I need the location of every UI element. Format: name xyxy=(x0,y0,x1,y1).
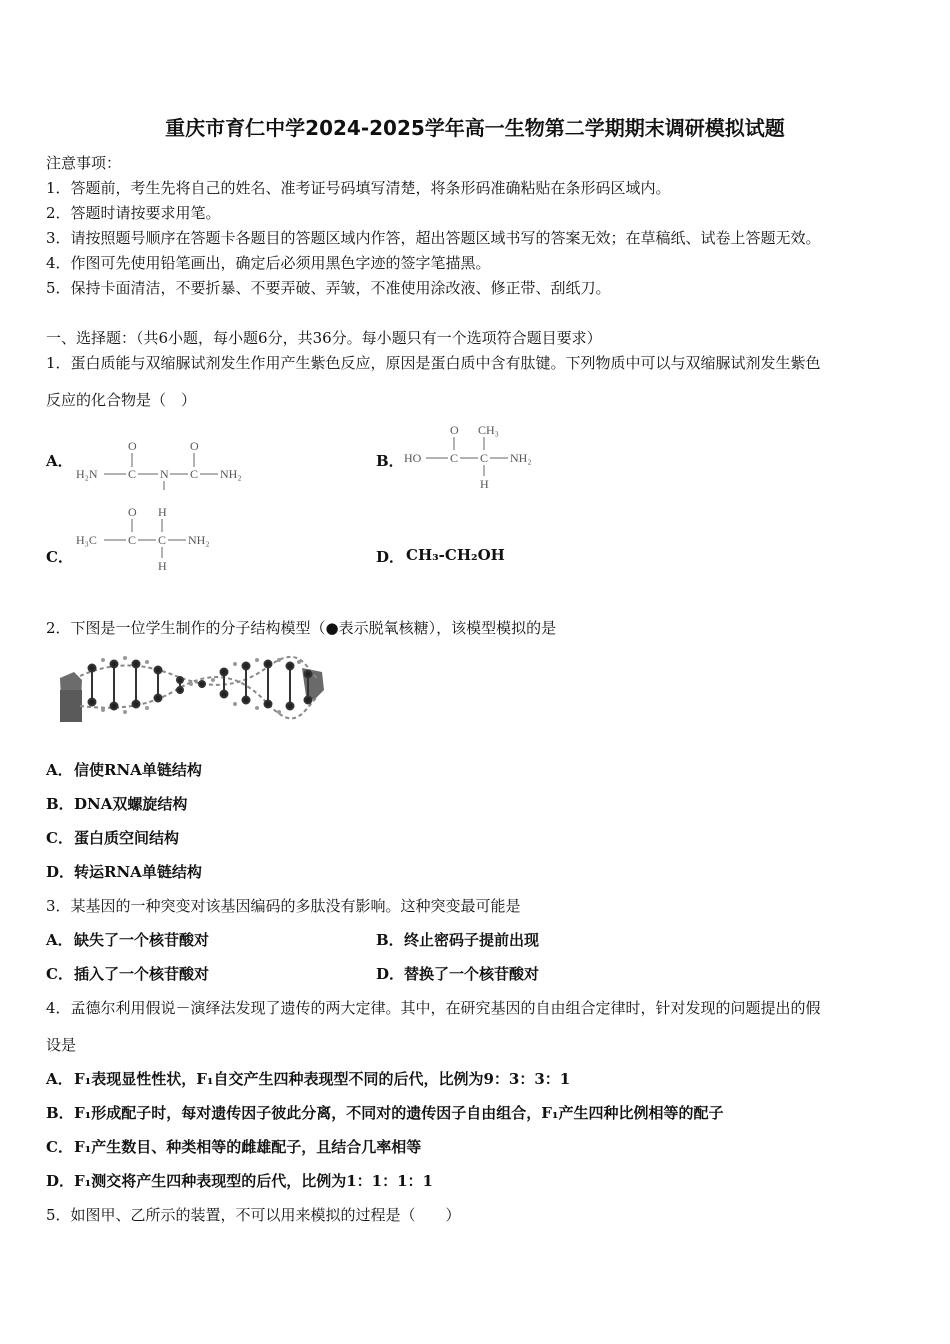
q3-option-c-text: 插入了一个核苷酸对 xyxy=(74,965,210,983)
q2-option-d-label: D． xyxy=(46,863,75,881)
q2-option-c-text: 蛋白质空间结构 xyxy=(74,829,180,847)
q1-structure-a xyxy=(72,436,262,494)
q1-option-c-label: C． xyxy=(46,548,73,566)
atom-c: C xyxy=(190,467,199,481)
question-4-stem-cont: 设是 xyxy=(46,1036,77,1054)
q3-option-d-label: D． xyxy=(376,965,405,983)
q4-option-c-text: F₁产生数目、种类相等的雌雄配子，且结合几率相等 xyxy=(74,1138,422,1156)
q2-option-b-text: DNA双螺旋结构 xyxy=(74,795,188,813)
atom-c: C xyxy=(128,533,137,547)
q1-structure-c xyxy=(72,502,232,576)
q3-option-b-label: B． xyxy=(376,931,404,949)
q3-option-b-text: 终止密码子提前出现 xyxy=(404,931,540,949)
q3-option-d-text: 替换了一个核苷酸对 xyxy=(404,965,540,983)
notice-heading: 注意事项： xyxy=(46,154,122,172)
notice-item: 1．答题前，考生先将自己的姓名、准考证号码填写清楚，将条形码准确粘贴在条形码区域内。 xyxy=(46,179,671,197)
atom-h: H xyxy=(158,505,167,519)
atom-h: H xyxy=(158,559,167,573)
q2-option-a-label: A． xyxy=(46,761,73,779)
q2-option-b-label: B． xyxy=(46,795,74,813)
q1-option-b-label: B． xyxy=(376,452,404,470)
group-ch3: CH₃ xyxy=(478,423,499,437)
atom-c: C xyxy=(450,451,459,465)
notice-item: 5．保持卡面清洁，不要折暴、不要弄破、弄皱，不准使用涂改液、修正带、刮纸刀。 xyxy=(46,279,611,297)
group-h3c: H₃C xyxy=(76,533,97,547)
q1-option-d-formula: CH₃-CH₂OH xyxy=(406,546,505,564)
atom-o: O xyxy=(128,505,137,519)
question-1-stem-cont: 反应的化合物是（ ） xyxy=(46,391,197,409)
atom-o: O xyxy=(450,423,459,437)
notice-item: 4．作图可先使用铅笔画出，确定后必须用黑色字迹的签字笔描黑。 xyxy=(46,254,491,272)
atom-c: C xyxy=(128,467,137,481)
q4-option-b-text: F₁形成配子时，每对遗传因子彼此分离，不同对的遗传因子自由组合，F₁产生四种比例相等的配子 xyxy=(74,1104,724,1122)
atom-c: C xyxy=(480,451,489,465)
q3-option-a-text: 缺失了一个核苷酸对 xyxy=(74,931,210,949)
q1-option-a-label: A． xyxy=(46,452,73,470)
group-nh2: NH₂ xyxy=(188,533,210,547)
q2-option-d-text: 转运RNA单链结构 xyxy=(74,863,202,881)
q1-option-d-label: D． xyxy=(376,548,405,566)
question-5-stem: 5．如图甲、乙所示的装置，不可以用来模拟的过程是（ ） xyxy=(46,1206,461,1224)
atom-h: H xyxy=(480,477,489,491)
group-h2n: H₂N xyxy=(76,467,98,481)
group-nh2: NH₂ xyxy=(510,451,532,465)
atom-n: N xyxy=(160,467,169,481)
q4-option-a-label: A． xyxy=(46,1070,73,1088)
q4-option-b-label: B． xyxy=(46,1104,74,1122)
q2-option-a-text: 信使RNA单链结构 xyxy=(74,761,202,779)
atom-c: C xyxy=(158,533,167,547)
q1-structure-b xyxy=(402,420,552,494)
q4-option-d-text: F₁测交将产生四种表现型的后代，比例为1：1：1：1 xyxy=(74,1172,433,1190)
page-title: 重庆市育仁中学2024-2025学年高一生物第二学期期末调研模拟试题 xyxy=(165,116,785,140)
section-heading: 一、选择题：（共6小题，每小题6分，共36分。每小题只有一个选项符合题目要求） xyxy=(46,329,602,347)
q3-option-a-label: A． xyxy=(46,931,73,949)
q3-option-c-label: C． xyxy=(46,965,73,983)
question-4-stem: 4．孟德尔利用假说－演绎法发现了遗传的两大定律。其中，在研究基因的自由组合定律时，针对发现的问题提出的假 xyxy=(46,999,821,1017)
dna-model-figure xyxy=(56,650,328,726)
atom-o: O xyxy=(128,439,137,453)
group-nh2: NH₂ xyxy=(220,467,242,481)
q2-option-c-label: C． xyxy=(46,829,73,847)
question-2-stem: 2．下图是一位学生制作的分子结构模型（●表示脱氧核糖），该模型模拟的是 xyxy=(46,619,557,637)
q4-option-c-label: C． xyxy=(46,1138,73,1156)
q4-option-d-label: D． xyxy=(46,1172,75,1190)
atom-o: O xyxy=(190,439,199,453)
group-ho: HO xyxy=(404,451,422,465)
notice-item: 2．答题时请按要求用笔。 xyxy=(46,204,221,222)
question-1-stem: 1．蛋白质能与双缩脲试剂发生作用产生紫色反应，原因是蛋白质中含有肽键。下列物质中可以与双缩脲试剂发生紫色 xyxy=(46,354,821,372)
question-3-stem: 3．某基因的一种突变对该基因编码的多肽没有影响。这种突变最可能是 xyxy=(46,897,521,915)
q4-option-a-text: F₁表现显性性状，F₁自交产生四种表现型不同的后代，比例为9：3：3：1 xyxy=(74,1070,571,1088)
notice-item: 3．请按照题号顺序在答题卡各题目的答题区域内作答，超出答题区域书写的答案无效；在草稿纸、试卷上答题无效。 xyxy=(46,229,821,247)
